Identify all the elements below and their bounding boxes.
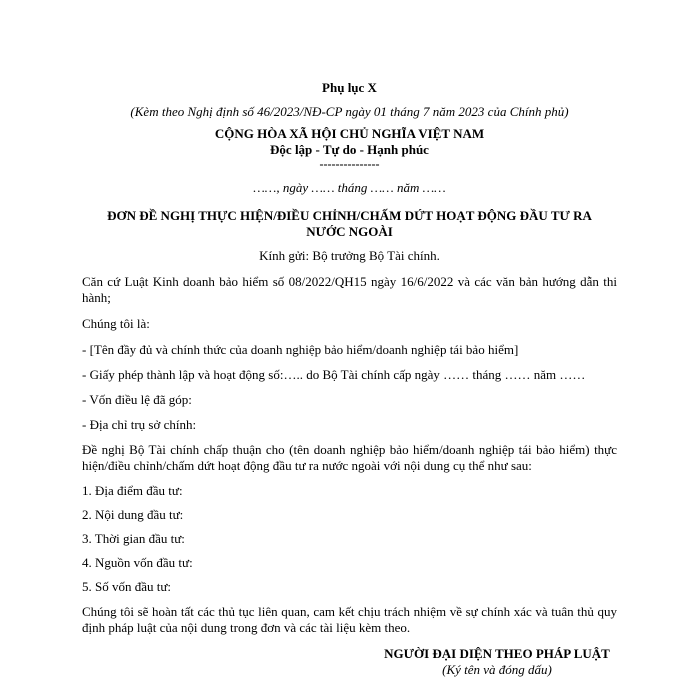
signature-role: NGƯỜI ĐẠI DIỆN THEO PHÁP LUẬT	[384, 646, 610, 661]
national-motto: Độc lập - Tự do - Hạnh phúc	[270, 142, 429, 157]
request-paragraph: Đề nghị Bộ Tài chính chấp thuận cho (tên doanh nghiệp bảo hiểm/doanh nghiệp tái bảo hiểm) thực hiện/điều chỉnh/chấm dứt hoạt động đầu tư ra nước ngoài với nội dung cụ thể như sau:	[82, 442, 617, 473]
numbered-item-location: 1. Địa điểm đầu tư:	[82, 483, 183, 498]
list-item-capital: - Vốn điều lệ đã góp:	[82, 392, 192, 407]
document-page	[82, 80, 617, 682]
list-item-license: - Giấy phép thành lập và hoạt động số:….. do Bộ Tài chính cấp ngày …… tháng …… năm ……	[82, 367, 586, 382]
legal-basis: Căn cứ Luật Kinh doanh bảo hiểm số 08/2022/QH15 ngày 16/6/2022 và các văn bản hướng dẫn thi hành;	[82, 274, 617, 305]
numbered-item-funding-source: 4. Nguồn vốn đầu tư:	[82, 555, 193, 570]
list-item-address: - Địa chỉ trụ sở chính:	[82, 417, 197, 432]
numbered-item-content: 2. Nội dung đầu tư:	[82, 507, 184, 522]
form-title-line1: ĐƠN ĐỀ NGHỊ THỰC HIỆN/ĐIỀU CHỈNH/CHẤM DỨT HOẠT ĐỘNG ĐẦU TƯ RA	[107, 208, 592, 223]
signature-block	[82, 646, 617, 682]
signature-note: (Ký tên và đóng dấu)	[442, 662, 552, 677]
we-are-label: Chúng tôi là:	[82, 316, 150, 331]
recipient-line: Kính gửi: Bộ trưởng Bộ Tài chính.	[259, 248, 440, 263]
commitment-paragraph: Chúng tôi sẽ hoàn tất các thủ tục liên quan, cam kết chịu trách nhiệm về sự chính xác và tuân thủ quy định pháp luật của nội dung trong đơn và các tài liệu kèm theo.	[82, 604, 617, 635]
list-item-company-name: - [Tên đầy đủ và chính thức của doanh nghiệp bảo hiểm/doanh nghiệp tái bảo hiểm]	[82, 342, 519, 357]
form-title-line2: NƯỚC NGOÀI	[306, 224, 393, 239]
appendix-title: Phụ lục X	[322, 80, 377, 95]
country-name: CỘNG HÒA XÃ HỘI CHỦ NGHĨA VIỆT NAM	[214, 126, 485, 141]
numbered-item-duration: 3. Thời gian đầu tư:	[82, 531, 185, 546]
attached-note: (Kèm theo Nghị định số 46/2023/NĐ-CP ngày 01 tháng 7 năm 2023 của Chính phủ)	[130, 104, 569, 119]
motto-divider: ---------------	[319, 157, 380, 171]
date-line: ……, ngày …… tháng …… năm ……	[253, 180, 446, 195]
numbered-item-amount: 5. Số vốn đầu tư:	[82, 579, 172, 594]
